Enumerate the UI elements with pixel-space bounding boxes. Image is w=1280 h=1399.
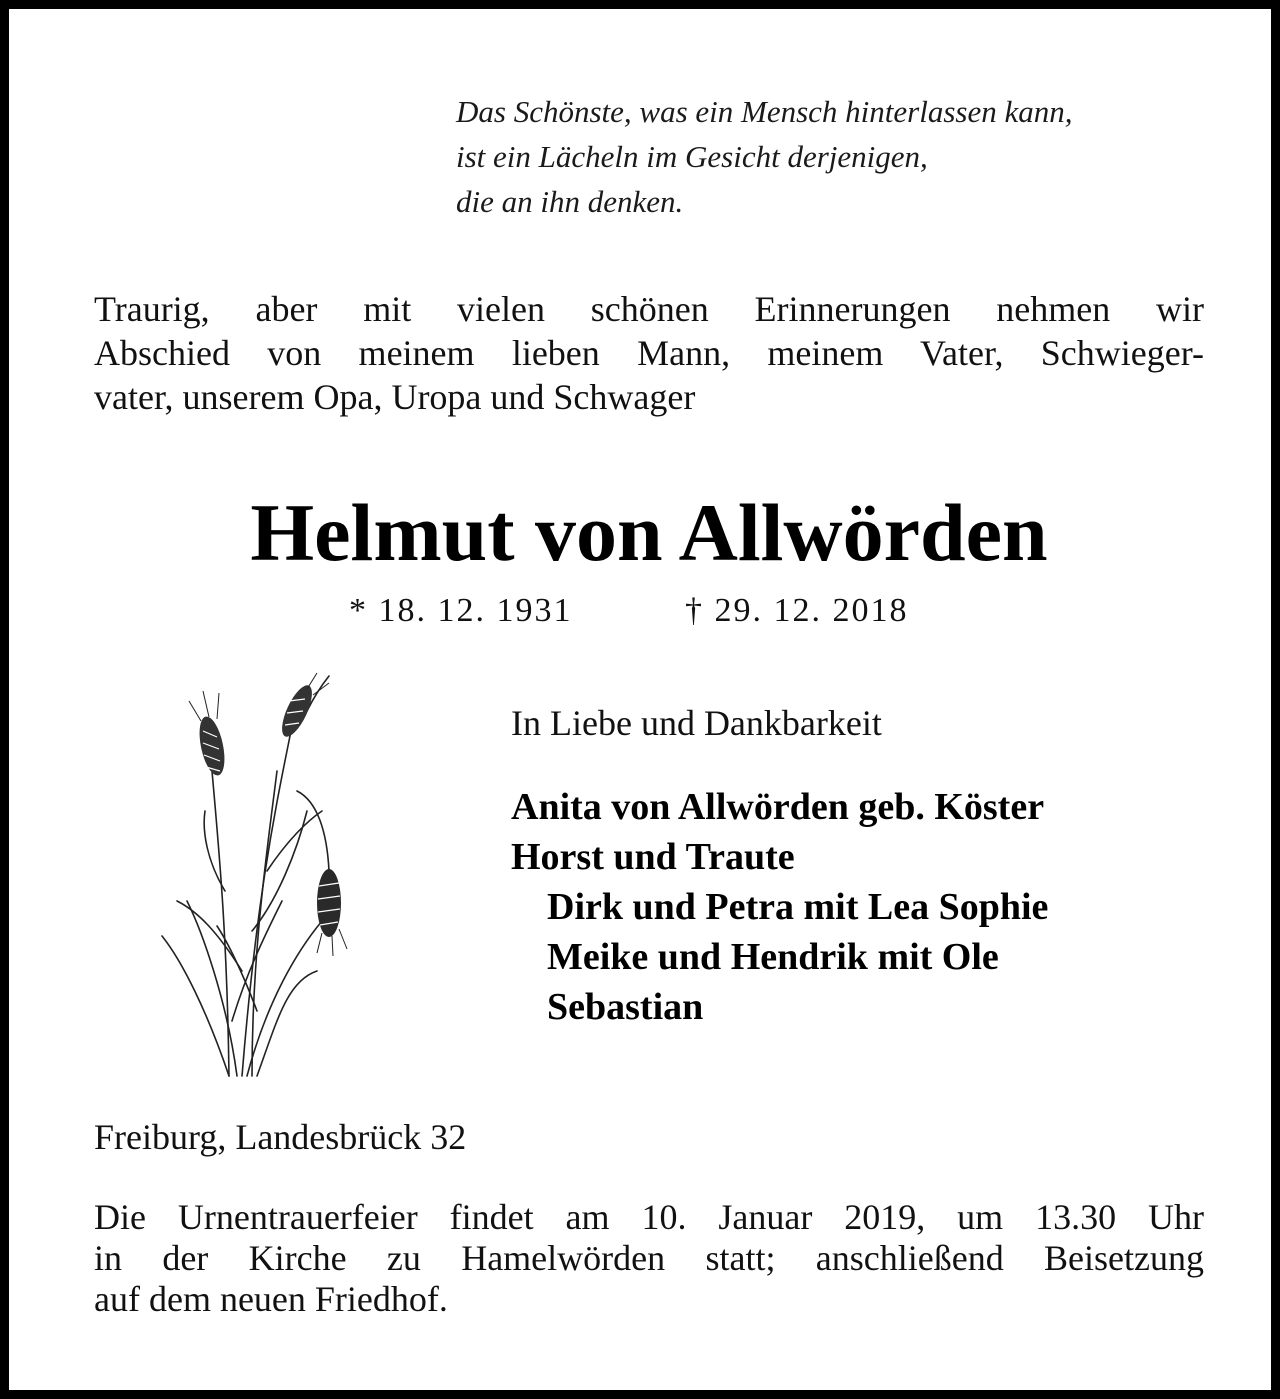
mourner-name: Sebastian xyxy=(547,986,704,1028)
service-paragraph xyxy=(94,1197,1204,1320)
family-address: Freiburg, Landesbrück 32 xyxy=(94,1117,467,1157)
memorial-quote xyxy=(456,89,1072,224)
intro-line: Traurig, aber mit vielen schönen Erinnerungen nehmen wir xyxy=(94,289,1204,329)
service-line: Die Urnentrauerfeier findet am 10. Januar 2019, um 13.30 Uhr xyxy=(94,1197,1204,1237)
service-line: auf dem neuen Friedhof. xyxy=(94,1279,448,1319)
mourners-list xyxy=(511,782,1048,1032)
service-line: in der Kirche zu Hamelwörden statt; anschließend Beisetzung xyxy=(94,1238,1204,1278)
wheat-icon xyxy=(157,671,367,1081)
mourner-name: Horst und Traute xyxy=(511,836,795,878)
death-date: † 29. 12. 2018 xyxy=(685,592,909,629)
quote-line: die an ihn denken. xyxy=(456,184,684,219)
mourners-intro: In Liebe und Dankbarkeit xyxy=(511,703,882,743)
intro-line: Abschied von meinem lieben Mann, meinem Vater, Schwieger- xyxy=(94,333,1204,373)
intro-paragraph xyxy=(94,287,1204,419)
mourner-name: Meike und Hendrik mit Ole xyxy=(547,936,999,978)
mourner-name: Anita von Allwörden geb. Köster xyxy=(511,786,1045,828)
quote-line: ist ein Lächeln im Gesicht derjenigen, xyxy=(456,139,928,174)
birth-date: * 18. 12. 1931 xyxy=(349,592,573,629)
quote-line: Das Schönste, was ein Mensch hinterlassen kann, xyxy=(456,94,1073,129)
mourner-name: Dirk und Petra mit Lea Sophie xyxy=(547,886,1049,928)
intro-line: vater, unserem Opa, Uropa und Schwager xyxy=(94,377,696,417)
deceased-name: Helmut von Allwörden xyxy=(250,487,1048,578)
